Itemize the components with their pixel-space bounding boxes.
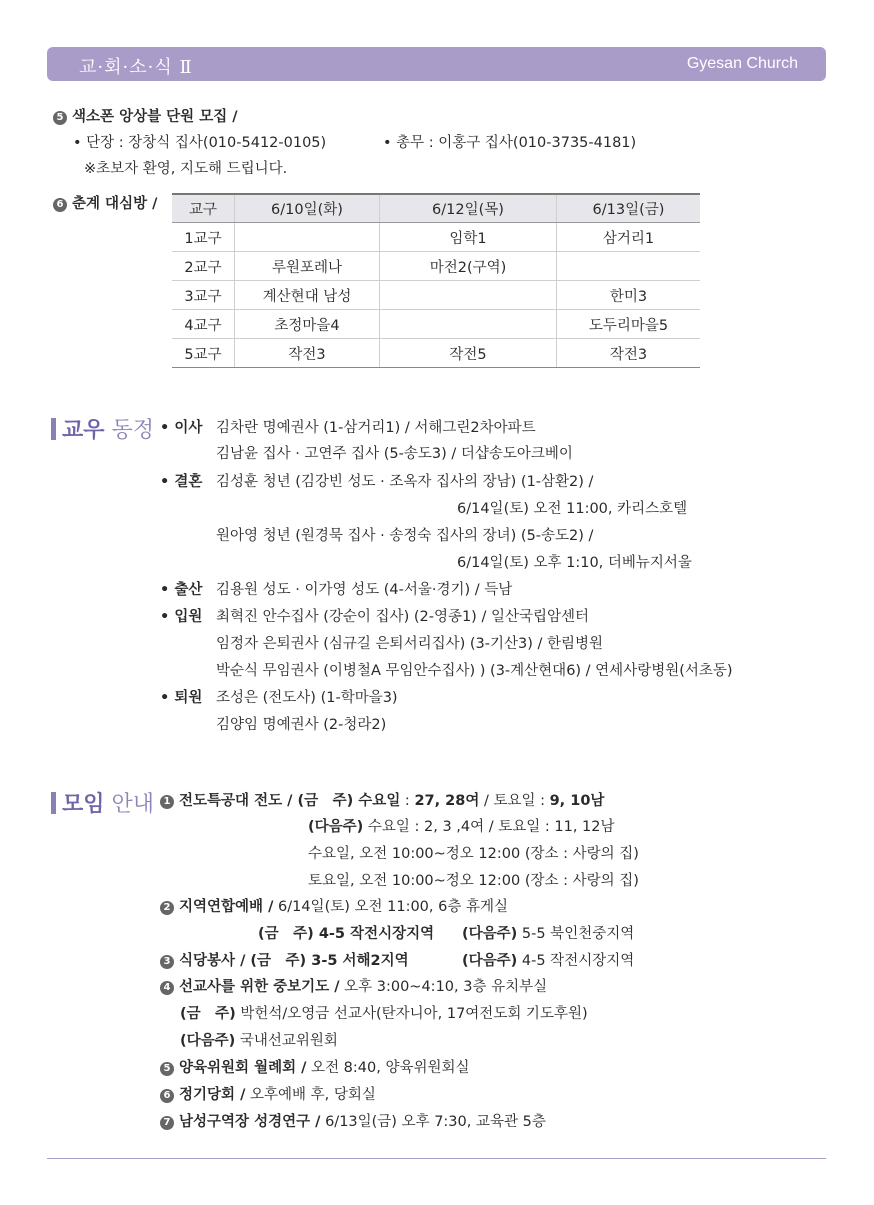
- table-cell: 3교구: [172, 281, 235, 310]
- next-week-label: (다음주): [462, 953, 518, 969]
- news-section-heading: [51, 413, 154, 444]
- meet-item-6-title: 정기당회 /: [179, 1087, 246, 1103]
- table-header-row: [172, 194, 700, 223]
- hospital-1: 최혁진 안수집사 (강순이 집사) (2-영종1) / 일산국립암센터: [216, 609, 589, 625]
- discharge-2: 김양임 명예권사 (2-청라2): [216, 717, 387, 733]
- meet-item-1-sep: :: [400, 793, 415, 809]
- meet-item-6-text: 오후예배 후, 당회실: [245, 1087, 376, 1103]
- table-cell: 루원포레나: [235, 252, 380, 281]
- meet-item-2-line2b: [462, 922, 634, 943]
- meet-item-3-title: 식당봉사 / (금 주) 3-5 서해2지역: [179, 953, 409, 969]
- news-head-2: 동정: [111, 418, 155, 443]
- sax-leader: • 단장 : 장창식 집사(010-5412-0105): [73, 135, 327, 151]
- number-badge: 3: [160, 955, 174, 969]
- meet-item-1-sep2: / 토요일 :: [479, 793, 550, 809]
- news-head-1: 교우: [62, 418, 105, 443]
- discharge-1: 조성은 (전도사) (1-학마을3): [216, 690, 398, 706]
- hospital-label: • 입원: [160, 609, 203, 625]
- birth-1: 김용원 성도 · 이가영 성도 (4-서울·경기) / 득남: [216, 582, 513, 598]
- sax-note: ※초보자 환영, 지도해 드립니다.: [84, 161, 288, 177]
- table-row: [172, 223, 700, 252]
- next-week-label: (다음주): [180, 1033, 236, 1049]
- discharge-label: • 퇴원: [160, 690, 203, 706]
- table-row: [172, 339, 700, 368]
- section-marker: [51, 418, 56, 440]
- header-cell: 6/12일(목): [380, 194, 557, 223]
- this-week-text: (금 주) 4-5 작전시장지역: [258, 926, 435, 942]
- meet-item-4-line3: [180, 1029, 338, 1050]
- table-cell: 계산현대 남성: [235, 281, 380, 310]
- wedding-2a: 원아영 청년 (원경묵 집사 · 송정숙 집사의 장녀) (5-송도2) /: [216, 528, 594, 544]
- number-badge: 5: [160, 1062, 174, 1076]
- meet-item-1-val2: 9, 10남: [549, 793, 605, 809]
- meet-item-4: [160, 975, 547, 996]
- number-badge: 7: [160, 1116, 174, 1130]
- header-bar: [47, 47, 826, 81]
- wedding-2b: 6/14일(토) 오후 1:10, 더베뉴지서울: [457, 555, 692, 571]
- table-cell: 마전2(구역): [380, 252, 557, 281]
- table-row: [172, 281, 700, 310]
- meet-item-1: [160, 789, 604, 810]
- header-title: 교·회·소·식 Ⅱ: [79, 57, 193, 78]
- header-cell: 교구: [172, 194, 235, 223]
- meet-item-4-text: 오후 3:00~4:10, 3층 유치부실: [339, 979, 548, 995]
- wedding-1a: 김성훈 청년 (김강빈 성도 · 조옥자 집사의 장남) (1-삼환2) /: [216, 474, 594, 490]
- visit-heading: [53, 192, 157, 213]
- table-cell: 작전5: [380, 339, 557, 368]
- hospital-3: 박순식 무임권사 (이병철A 무임안수집사) ) (3-계산현대6) / 연세사랑병원(서초동): [216, 663, 733, 679]
- header-cell: 6/10일(화): [235, 194, 380, 223]
- table-cell: 1교구: [172, 223, 235, 252]
- meet-item-7-title: 남성구역장 성경연구 /: [179, 1114, 321, 1130]
- table-cell: 도두리마을5: [557, 310, 701, 339]
- meet-item-1-line2: [308, 815, 615, 836]
- table-row: [172, 310, 700, 339]
- hospital-2: 임정자 은퇴권사 (심규길 은퇴서리집사) (3-기산3) / 한림병원: [216, 636, 604, 652]
- table-cell: 5교구: [172, 339, 235, 368]
- sax-title: 색소폰 앙상블 단원 모집 /: [72, 109, 238, 125]
- number-badge: 6: [53, 198, 67, 212]
- visit-title: 춘계 대심방 /: [72, 196, 158, 212]
- table-cell: 초정마을4: [235, 310, 380, 339]
- meet-item-1-line3: 수요일, 오전 10:00~정오 12:00 (장소 : 사랑의 집): [308, 846, 639, 862]
- meet-head-1: 모임: [62, 792, 105, 817]
- meet-item-2-text: 6/14일(토) 오전 11:00, 6층 휴게실: [273, 899, 508, 915]
- wedding-1b: 6/14일(토) 오전 11:00, 카리스호텔: [457, 501, 688, 517]
- birth-label: • 출산: [160, 582, 203, 598]
- table-cell: [235, 223, 380, 252]
- header-subtitle: Gyesan Church: [686, 55, 798, 72]
- meet-item-7-text: 6/13일(금) 오후 7:30, 교육관 5층: [320, 1114, 546, 1130]
- meet-item-4-line2-text: 박헌석/오영금 선교사(탄자니아, 17여전도회 기도후원): [235, 1006, 588, 1022]
- number-badge: 5: [53, 111, 67, 125]
- meet-item-1-val1: 27, 28여: [414, 793, 480, 809]
- footer-divider: [47, 1158, 826, 1159]
- sax-secretary: • 총무 : 이홍구 집사(010-3735-4181): [383, 135, 637, 151]
- visit-table: [172, 193, 700, 368]
- meet-item-4-title: 선교사를 위한 중보기도 /: [179, 979, 340, 995]
- meet-head-2: 안내: [111, 792, 155, 817]
- move-item-2: 김남윤 집사 · 고연주 집사 (5-송도3) / 더샵송도아크베이: [216, 446, 573, 462]
- header-cell: 6/13일(금): [557, 194, 701, 223]
- table-cell: [557, 252, 701, 281]
- meet-item-5: [160, 1056, 470, 1077]
- meet-item-2-next: 5-5 북인천중지역: [517, 926, 635, 942]
- table-cell: [380, 281, 557, 310]
- number-badge: 6: [160, 1089, 174, 1103]
- table-cell: 2교구: [172, 252, 235, 281]
- meet-item-1-title: 전도특공대 전도 / (금 주) 수요일: [179, 793, 401, 809]
- meet-item-2-line2: [258, 922, 434, 943]
- meet-item-2: [160, 895, 508, 916]
- meet-item-5-title: 양육위원회 월례회 /: [179, 1060, 307, 1076]
- meet-item-2-title: 지역연합예배 /: [179, 899, 274, 915]
- number-badge: 1: [160, 795, 174, 809]
- wedding-label: • 결혼: [160, 474, 203, 490]
- move-label: • 이사: [160, 420, 203, 436]
- table-row: [172, 252, 700, 281]
- table-cell: 작전3: [557, 339, 701, 368]
- table-cell: 한미3: [557, 281, 701, 310]
- number-badge: 2: [160, 901, 174, 915]
- meet-item-1-line4: 토요일, 오전 10:00~정오 12:00 (장소 : 사랑의 집): [308, 873, 639, 889]
- table-cell: [380, 310, 557, 339]
- next-week-label: (다음주): [462, 926, 518, 942]
- meet-section-heading: [51, 787, 154, 818]
- meet-item-3-next: [462, 949, 634, 970]
- meet-item-3: [160, 949, 409, 970]
- section-marker: [51, 792, 56, 814]
- meet-item-4-line3-text: 국내선교위원회: [235, 1033, 338, 1049]
- table-cell: 임학1: [380, 223, 557, 252]
- meet-item-6: [160, 1083, 376, 1104]
- sax-heading: [53, 105, 238, 126]
- number-badge: 4: [160, 981, 174, 995]
- meet-item-7: [160, 1110, 546, 1131]
- meet-item-4-line2: [180, 1002, 588, 1023]
- table-cell: 작전3: [235, 339, 380, 368]
- meet-item-3-next-text: 4-5 작전시장지역: [517, 953, 635, 969]
- table-cell: 4교구: [172, 310, 235, 339]
- move-item-1: 김차란 명예권사 (1-삼거리1) / 서해그린2차아파트: [216, 420, 536, 436]
- meet-item-5-text: 오전 8:40, 양육위원회실: [306, 1060, 470, 1076]
- this-week-label: (금 주): [180, 1006, 236, 1022]
- table-cell: 삼거리1: [557, 223, 701, 252]
- meet-item-1-line2-text: 수요일 : 2, 3 ,4여 / 토요일 : 11, 12남: [363, 819, 615, 835]
- next-week-label: (다음주): [308, 819, 364, 835]
